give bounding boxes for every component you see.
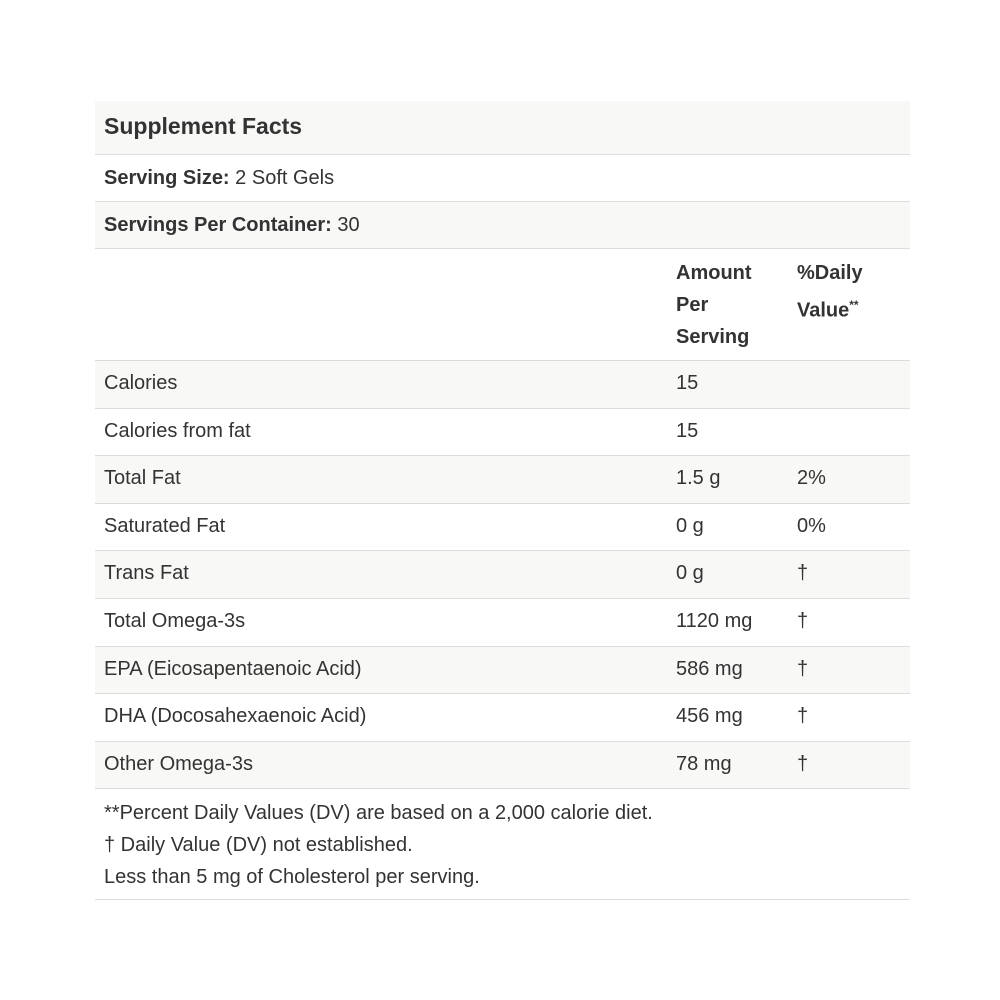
daily-value-header: %Daily Value** [797, 262, 863, 322]
footnote-dv-not-established: † Daily Value (DV) not established. [104, 834, 413, 857]
nutrient-row [95, 742, 910, 790]
nutrient-amount: 78 mg [676, 752, 732, 775]
servings-per-container-label: Servings Per Container: [104, 214, 332, 236]
nutrient-daily-value: † [797, 752, 809, 775]
nutrient-row [95, 504, 910, 552]
nutrient-row [95, 694, 910, 742]
nutrient-daily-value: † [797, 562, 809, 585]
nutrient-amount: 456 mg [676, 705, 743, 728]
nutrient-row [95, 599, 910, 647]
nutrient-amount: 1.5 g [676, 467, 721, 490]
nutrient-row [95, 361, 910, 409]
nutrient-amount: 586 mg [676, 657, 743, 680]
servings-per-container-row [95, 202, 910, 249]
title-row [95, 101, 910, 155]
nutrient-amount: 15 [676, 372, 699, 394]
servings-per-container-value: 30 [337, 214, 360, 236]
nutrient-daily-value: † [797, 705, 809, 728]
nutrient-name: EPA (Eicosapentaenoic Acid) [104, 657, 362, 680]
nutrient-name: Other Omega-3s [104, 752, 253, 775]
nutrient-name: Saturated Fat [104, 514, 226, 537]
serving-size-label: Serving Size: [104, 167, 230, 189]
supplement-facts-table [95, 101, 910, 900]
column-header-row [95, 249, 910, 361]
nutrient-name: Calories from fat [104, 419, 251, 442]
amount-per-serving-header: Amount Per Serving [676, 262, 752, 348]
nutrient-amount: 1120 mg [676, 609, 753, 632]
facts-title: Supplement Facts [104, 113, 303, 139]
footnote-cholesterol: Less than 5 mg of Cholesterol per serving. [104, 866, 480, 889]
nutrient-daily-value: † [797, 657, 809, 680]
nutrient-daily-value: 0% [797, 514, 826, 537]
nutrient-row [95, 551, 910, 599]
footnote-dv-basis: **Percent Daily Values (DV) are based on a 2,000 calorie diet. [104, 802, 653, 825]
nutrient-row [95, 456, 910, 504]
footnotes [95, 789, 910, 900]
nutrient-amount: 0 g [676, 562, 704, 585]
nutrient-row [95, 647, 910, 695]
serving-size-row [95, 155, 910, 202]
nutrient-amount: 0 g [676, 514, 704, 537]
nutrient-amount: 15 [676, 419, 699, 442]
serving-size-value: 2 Soft Gels [235, 167, 335, 189]
nutrient-name: Total Fat [104, 467, 181, 490]
nutrient-name: Trans Fat [104, 562, 189, 585]
nutrient-name: Calories [104, 372, 178, 394]
nutrient-row [95, 409, 910, 457]
nutrient-name: Total Omega-3s [104, 609, 246, 632]
nutrient-daily-value: † [797, 609, 809, 632]
nutrient-name: DHA (Docosahexaenoic Acid) [104, 705, 367, 728]
nutrient-daily-value: 2% [797, 467, 826, 490]
nutrient-rows [95, 361, 910, 789]
